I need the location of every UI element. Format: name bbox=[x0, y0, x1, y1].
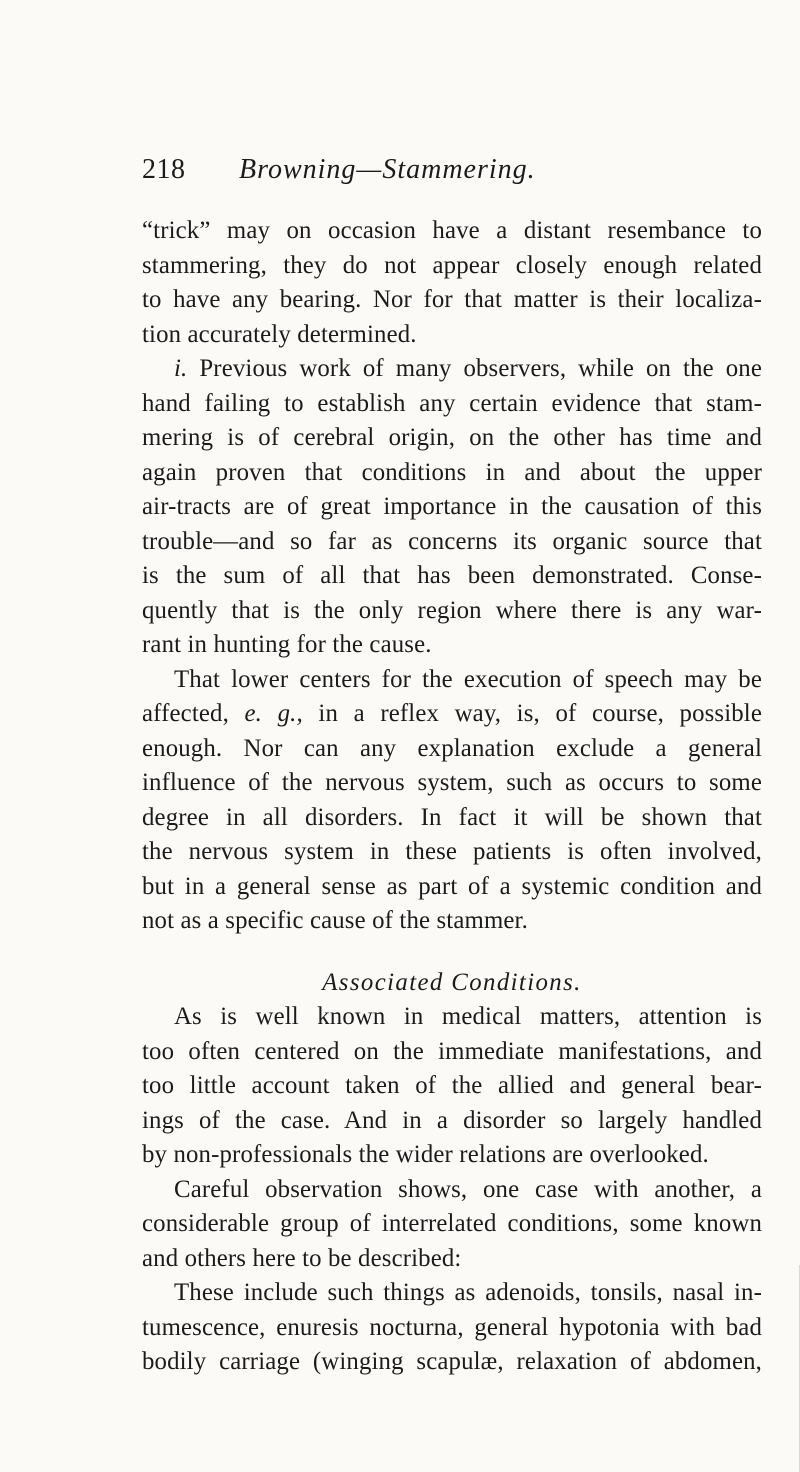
text-line: too often centered on the immediate manifestations, and bbox=[142, 1037, 762, 1065]
text-line: considerable group of interrelated conditions, some known bbox=[142, 1210, 762, 1237]
running-head: Browning—Stammering. bbox=[239, 154, 536, 185]
text-line: That lower centers for the execution of speech may be bbox=[174, 665, 762, 693]
page-number: 218 bbox=[142, 154, 186, 185]
text-line: bodily carriage (winging scapulæ, relaxation of abdomen, bbox=[142, 1348, 762, 1375]
text-line: trouble—and so far as concerns its organic source that bbox=[142, 527, 762, 555]
text-line: Careful observation shows, one case with another, a bbox=[174, 1175, 762, 1203]
text-line: rant in hunting for the cause. bbox=[142, 631, 432, 658]
text-line: by non-professionals the wider relations are overlooked. bbox=[142, 1141, 709, 1168]
paragraph-text: Previous work of many observers, while on the one bbox=[187, 355, 762, 382]
text-line: and others here to be described: bbox=[142, 1244, 462, 1272]
text-line: ings of the case. And in a disorder so largely handled bbox=[142, 1106, 762, 1134]
text-line: not as a specific cause of the stammer. bbox=[142, 907, 528, 934]
text-line: again proven that conditions in and about the upper bbox=[142, 458, 762, 486]
text-line: As is well known in medical matters, attention is bbox=[174, 1003, 762, 1030]
text-line: enough. Nor can any explanation exclude a general bbox=[142, 734, 762, 762]
text-line: but in a general sense as part of a systemic condition and bbox=[142, 872, 762, 900]
text-line: These include such things as adenoids, tonsils, nasal in- bbox=[174, 1279, 762, 1306]
text-line: is the sum of all that has been demonstrated. Conse- bbox=[142, 562, 762, 589]
text-line: tion accurately determined. bbox=[142, 320, 417, 348]
text-line: mering is of cerebral origin, on the other has time and bbox=[142, 424, 762, 451]
text-line: tumescence, enuresis nocturna, general hypotonia with bad bbox=[142, 1313, 762, 1341]
text-line: too little account taken of the allied and general bear- bbox=[142, 1072, 762, 1099]
body-text bbox=[142, 214, 762, 1380]
paragraph-i-first-line bbox=[142, 352, 762, 387]
text-line: degree in all disorders. In fact it will be shown that bbox=[142, 803, 762, 831]
text-line: to have any bearing. Nor for that matter is their localiza- bbox=[142, 286, 762, 313]
latin-abbreviation: e. g., bbox=[244, 700, 303, 727]
mixed-text-line bbox=[142, 697, 762, 732]
paragraph-text: in a reflex way, is, of course, possible bbox=[302, 700, 762, 727]
text-line: stammering, they do not appear closely enough related bbox=[142, 251, 762, 279]
text-line: hand failing to establish any certain evidence that stam- bbox=[142, 389, 762, 417]
page-header bbox=[142, 150, 762, 190]
text-line: air-tracts are of great importance in the causation of this bbox=[142, 493, 762, 520]
text-line: the nervous system in these patients is often involved, bbox=[142, 838, 762, 865]
paragraph-text: affected, bbox=[142, 700, 245, 727]
text-line: “trick” may on occasion have a distant resembance to bbox=[142, 217, 762, 244]
section-heading: Associated Conditions. bbox=[322, 968, 582, 996]
paragraph-label: i. bbox=[174, 355, 188, 382]
text-line: quently that is the only region where there is any war- bbox=[142, 596, 762, 624]
text-line: influence of the nervous system, such as occurs to some bbox=[142, 769, 762, 796]
